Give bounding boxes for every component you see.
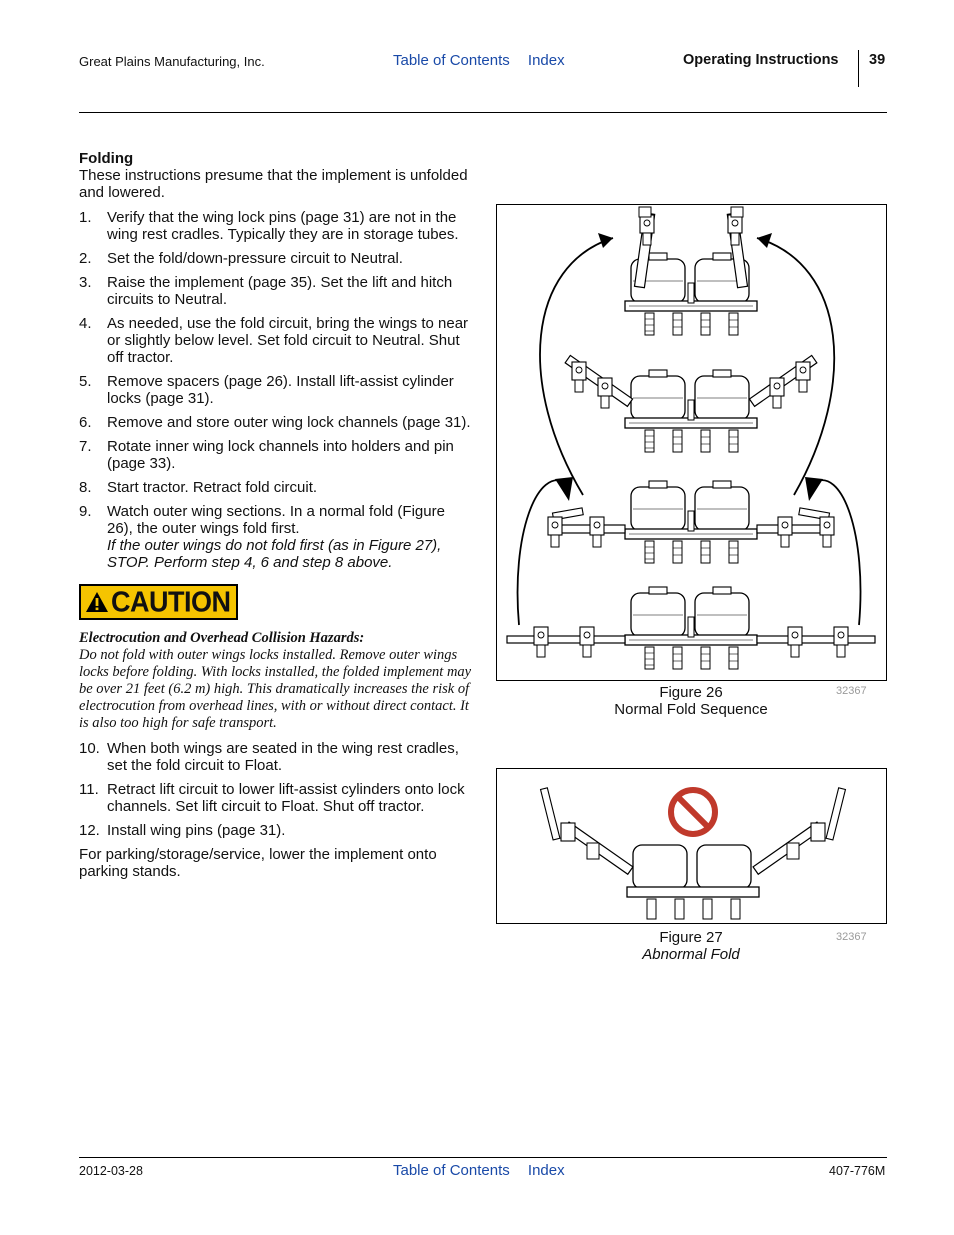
list-item: 2. Set the fold/down-pressure circuit to Neutral. <box>79 250 403 267</box>
list-item: 4. As needed, use the fold circuit, bring the wings to near or slightly below level. Set fold circuit to Neutral. Shut off tractor. <box>79 315 469 366</box>
list-item: 8. Start tractor. Retract fold circuit. <box>79 479 318 496</box>
figure-27-id: 32367 <box>836 931 867 943</box>
list-item: 11. Retract lift circuit to lower lift-assist cylinders onto lock channels. Set lift circuit to Float. Shut off tractor. <box>79 781 465 815</box>
footer-index-link[interactable]: Index <box>527 1162 565 1179</box>
footer-rule <box>79 1157 887 1158</box>
figure-26-title: Normal Fold Sequence <box>614 701 768 718</box>
section-heading: Folding <box>79 150 134 167</box>
toc-link[interactable]: Table of Contents <box>393 52 510 69</box>
figure-26-frame <box>496 204 887 681</box>
normal-fold-sequence-illustration <box>497 205 886 680</box>
bottom-nav <box>393 1162 579 1179</box>
list-item: 12. Install wing pins (page 31). <box>79 822 286 839</box>
top-nav <box>393 52 579 69</box>
list-item: 1. Verify that the wing lock pins (page 31) are not in the wing rest cradles. Typically they are in storage tubes. <box>79 209 459 243</box>
warning-triangle-icon <box>85 591 109 613</box>
prohibition-icon <box>671 790 715 834</box>
figure-26-label: Figure 26 <box>659 684 723 701</box>
stop-note: If the outer wings do not fold first (as in Figure 27), STOP. Perform step 4, 6 and step 8 above. <box>107 537 442 571</box>
list-item: 7. Rotate inner wing lock channels into holders and pin (page 33). <box>79 438 454 472</box>
intro-paragraph: These instructions presume that the implement is unfolded and lowered. <box>79 167 468 201</box>
list-item: 10. When both wings are seated in the wing rest cradles, set the fold circuit to Float. <box>79 740 459 774</box>
list-item: 3. Raise the implement (page 35). Set the lift and hitch circuits to Neutral. <box>79 274 453 308</box>
company-name: Great Plains Manufacturing, Inc. <box>79 54 265 69</box>
hazard-body: Do not fold with outer wings locks installed. Remove outer wings locks before folding. With locks installed, the folded implement may be over 21 feet (6.2 m) high. This dramatically increases the risk of electrocution from overhead lines, with or without direct contact. It is also too high for safe transport. <box>79 647 472 731</box>
list-item: 6. Remove and store outer wing lock channels (page 31). <box>79 414 471 431</box>
header-divider <box>858 50 859 87</box>
figure-27-caption <box>560 929 822 963</box>
figure-27-title: Abnormal Fold <box>642 946 740 963</box>
document-number: 407-776M <box>829 1164 886 1178</box>
figure-27-frame <box>496 768 887 924</box>
section-title: Operating Instructions <box>683 52 839 68</box>
header-rule <box>79 112 887 113</box>
folding-steps <box>79 209 474 571</box>
figure-26-id: 32367 <box>836 685 867 697</box>
page-number: 39 <box>869 52 886 68</box>
list-item: 5. Remove spacers (page 26). Install lift-assist cylinder locks (page 31). <box>79 373 454 407</box>
list-item: 9. Watch outer wing sections. In a normal fold (Figure 26), the outer wings fold first. If the outer wings do not fold first (as in Figure 27), STOP. Perform step 4, 6 and step 8 above. <box>79 503 474 571</box>
index-link[interactable]: Index <box>527 52 565 69</box>
abnormal-fold-illustration <box>497 769 886 923</box>
closing-paragraph: For parking/storage/service, lower the implement onto parking stands. <box>79 846 437 880</box>
figure-26-caption <box>560 684 822 718</box>
hazard-title: Electrocution and Overhead Collision Hazards: <box>79 630 365 646</box>
caution-word: CAUTION <box>111 586 231 618</box>
folding-steps-continued <box>79 740 474 839</box>
main-text-column <box>79 150 474 880</box>
figure-27-label: Figure 27 <box>659 929 723 946</box>
footer-date: 2012-03-28 <box>79 1164 143 1178</box>
footer-toc-link[interactable]: Table of Contents <box>393 1162 510 1179</box>
caution-label <box>79 584 238 620</box>
